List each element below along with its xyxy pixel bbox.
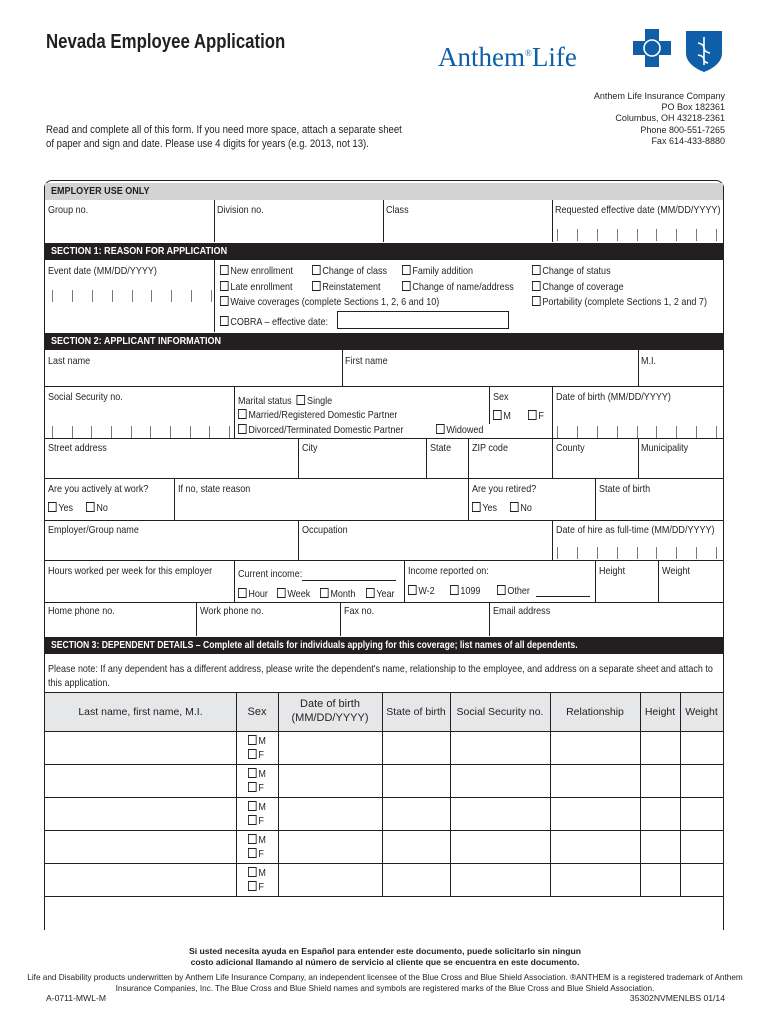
income-hour-option[interactable]: Hour — [238, 588, 268, 600]
sex-f-option[interactable]: F — [528, 410, 544, 422]
other-input[interactable] — [536, 596, 590, 597]
change-status-option[interactable]: Change of status — [532, 265, 611, 277]
effective-date-input[interactable] — [557, 229, 717, 241]
employer-name-label: Employer/Group name — [48, 524, 139, 536]
table-row[interactable]: M F — [248, 866, 266, 894]
division-no-label: Division no. — [217, 204, 264, 216]
spanish-notice: Si usted necesita ayuda en Español para entender este documento, puede solicitarlo sin ningun costo adicional llamando al número de servicio al cliente que se encuentra en este documento. — [188, 946, 582, 967]
n1099-option[interactable]: 1099 — [450, 585, 480, 597]
income-month-option[interactable]: Month — [320, 588, 355, 600]
table-row[interactable]: M F — [248, 734, 266, 762]
col-state-birth: State of birth — [386, 706, 446, 718]
sex-label: Sex — [493, 391, 509, 403]
event-date-label: Event date (MM/DD/YYYY) — [48, 265, 157, 277]
current-income-input[interactable] — [302, 580, 396, 581]
municipality-label: Municipality — [641, 442, 689, 454]
col-relationship: Relationship — [566, 706, 624, 718]
new-enrollment-checkbox[interactable] — [220, 265, 229, 275]
hours-label: Hours worked per week for this employer — [48, 565, 213, 577]
state-of-birth-label: State of birth — [599, 483, 651, 495]
other-option[interactable]: Other — [497, 585, 530, 597]
actively-yes-option[interactable]: Yes — [48, 502, 73, 514]
legal-notice: Life and Disability products underwritten by Anthem Life Insurance Company, an independent licensee of the Blue Cross and Blue Shield Association. ®ANTHEM is a registered trademark of Anthem Insurance Companies, Inc. The Blue Cross and Blue Shield names and symbols are registered marks of the Blue Cross and Blue Shield Association. — [27, 973, 743, 993]
employer-use-bar: EMPLOYER USE ONLY — [45, 183, 723, 200]
col-dob: Date of birth (MM/DD/YYYY) — [291, 698, 369, 724]
street-label: Street address — [48, 442, 107, 454]
section2-bar: SECTION 2: APPLICANT INFORMATION — [45, 333, 723, 350]
class-label: Class — [386, 204, 409, 216]
current-income-label: Current income: — [238, 568, 303, 580]
marital-status-label: Marital status Single — [238, 395, 333, 407]
hire-date-label: Date of hire as full-time (MM/DD/YYYY) — [556, 524, 715, 536]
hire-date-input[interactable] — [557, 547, 717, 559]
height-label: Height — [599, 565, 626, 577]
sex-m-option[interactable]: M — [493, 410, 511, 422]
county-label: County — [556, 442, 585, 454]
col-ssn: Social Security no. — [456, 706, 544, 718]
last-name-label: Last name — [48, 355, 91, 367]
email-label: Email address — [493, 605, 551, 617]
if-no-reason-label: If no, state reason — [178, 483, 251, 495]
col-sex: Sex — [247, 706, 267, 718]
actively-no-option[interactable]: No — [86, 502, 108, 514]
table-row[interactable]: M F — [248, 767, 266, 795]
reinstatement-option[interactable]: Reinstatement — [312, 281, 381, 293]
w2-option[interactable]: W-2 — [408, 585, 435, 597]
col-height: Height — [644, 706, 676, 718]
change-class-option[interactable]: Change of class — [312, 265, 387, 277]
section3-bar: SECTION 3: DEPENDENT DETAILS – Complete all details for individuals applying for this coverage; list names of all dependents. — [45, 637, 723, 654]
dependent-note: Please note: If any dependent has a different address, please write the dependent's name, relationship to the employee, and address on a separate sheet and attach to this application. — [48, 663, 713, 689]
fax-label: Fax no. — [344, 605, 375, 617]
group-no-label: Group no. — [48, 204, 89, 216]
widowed-option[interactable]: Widowed — [436, 424, 483, 436]
portability-option[interactable]: Portability (complete Sections 1, 2 and 7) — [532, 296, 707, 308]
instructions: Read and complete all of this form. If you need more space, attach a separate sheet of paper and sign and date. Please use 4 digits for years (e.g. 2013, not 13). — [46, 124, 402, 150]
cobra-date-input[interactable] — [337, 311, 509, 329]
retired-yes-option[interactable]: Yes — [472, 502, 497, 514]
first-name-label: First name — [345, 355, 388, 367]
form-id: A-0711-MWL-M — [46, 993, 107, 1003]
page-title: Nevada Employee Application — [46, 31, 286, 53]
city-label: City — [302, 442, 318, 454]
blue-cross-blue-shield-icon — [632, 29, 728, 73]
company-address: Anthem Life Insurance Company PO Box 182361 Columbus, OH 43218-2361 Phone 800-551-7265 Fax 614-433-8880 — [593, 91, 725, 146]
single-checkbox[interactable] — [297, 395, 306, 405]
section1-bar: SECTION 1: REASON FOR APPLICATION — [45, 243, 723, 260]
married-option[interactable]: Married/Registered Domestic Partner — [238, 409, 397, 421]
family-addition-option[interactable]: Family addition — [402, 265, 473, 277]
dob-label: Date of birth (MM/DD/YYYY) — [556, 391, 671, 403]
col-name: Last name, first name, M.I. — [78, 706, 203, 718]
mi-label: M.I. — [641, 355, 657, 367]
waive-option[interactable]: Waive coverages (complete Sections 1, 2, 6 and 10) — [220, 296, 439, 308]
form-code: 35302NVMENLBS 01/14 — [629, 993, 725, 1003]
actively-at-work-label: Are you actively at work? — [48, 483, 149, 495]
divorced-option[interactable]: Divorced/Terminated Domestic Partner — [238, 424, 403, 436]
retired-no-option[interactable]: No — [510, 502, 532, 514]
zip-label: ZIP code — [472, 442, 508, 454]
dob-input[interactable] — [557, 426, 717, 438]
income-reported-label: Income reported on: — [408, 565, 489, 577]
income-year-option[interactable]: Year — [366, 588, 395, 600]
cobra-option[interactable]: COBRA – effective date: — [220, 316, 328, 328]
effective-date-label: Requested effective date (MM/DD/YYYY) — [555, 204, 721, 216]
table-row[interactable]: M F — [248, 833, 266, 861]
income-week-option[interactable]: Week — [277, 588, 310, 600]
table-row[interactable]: M F — [248, 800, 266, 828]
anthem-life-logo: Anthem®Life — [438, 42, 577, 72]
event-date-input[interactable] — [52, 290, 212, 302]
retired-label: Are you retired? — [472, 483, 537, 495]
work-phone-label: Work phone no. — [200, 605, 264, 617]
col-weight: Weight — [685, 706, 718, 718]
ssn-input[interactable] — [52, 426, 230, 438]
home-phone-label: Home phone no. — [48, 605, 115, 617]
weight-label: Weight — [662, 565, 690, 577]
state-label: State — [430, 442, 452, 454]
change-name-option[interactable]: Change of name/address — [402, 281, 514, 293]
change-coverage-option[interactable]: Change of coverage — [532, 281, 624, 293]
late-enrollment-option[interactable]: Late enrollment — [220, 281, 293, 293]
occupation-label: Occupation — [302, 524, 348, 536]
ssn-label: Social Security no. — [48, 391, 123, 403]
new-enrollment-option[interactable]: New enrollment — [220, 265, 293, 277]
